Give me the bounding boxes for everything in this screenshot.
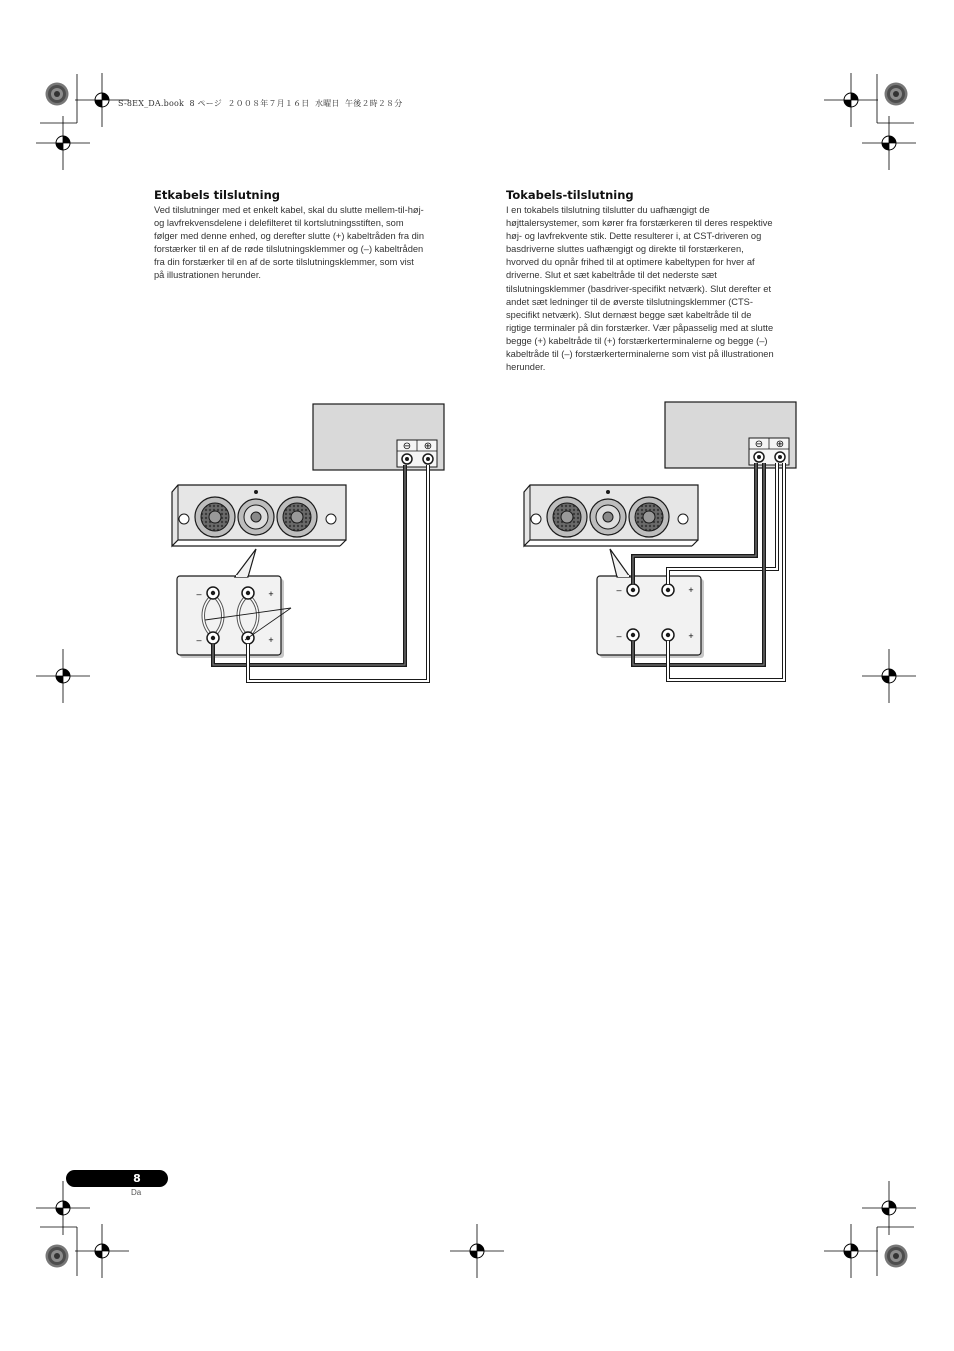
- starburst-mark: [885, 83, 908, 106]
- right-body-line: andet sæt ledninger til de øverste tilslutningsklemmer (CTS-: [506, 296, 753, 307]
- crosshair-mark: [75, 73, 129, 127]
- left-body-line: forstærker til en af de røde tilslutningsklemmer og (–) kabeltråden: [154, 244, 424, 255]
- page-number-badge: [66, 1170, 168, 1187]
- speaker-terminal-panel: [177, 576, 281, 655]
- starburst-mark: [885, 1245, 908, 1268]
- left-body-line: og lavfrekvensdelene i delefilteret til kortslutningsstiften, som: [154, 218, 404, 229]
- crosshair-mark: [862, 116, 916, 170]
- bi-wire-diagram: [524, 402, 796, 680]
- single-wire-diagram: [172, 404, 444, 681]
- right-body-line: kabeltråde til (–) forstærkerterminalerne som vist på illustrationen: [506, 349, 774, 360]
- left-body-line: følger med denne enhed, og derefter slutte (+) kabeltråden fra din: [154, 231, 425, 242]
- right-body-line: begge (+) kabeltråde til (+) forstærkerterminalerne og begge (–): [506, 335, 768, 346]
- terminal-plus-label: +: [688, 585, 694, 595]
- right-body-line: højttalersystemer, som kører fra forstærkeren til deres respektive: [506, 218, 773, 229]
- terminal-minus-label: –: [196, 589, 202, 599]
- file-info-header: S-8EX_DA.book 8 ページ ２００８年７月１６日 水曜日 午後２時２８分: [118, 99, 403, 108]
- right-body-line: tilslutningsklemmer (basdriver-specifikt netværk). Slut derefter et: [506, 283, 772, 294]
- right-body-line: specifikt netværk). Slut dernæst begge sæt kabeltråde til de: [506, 309, 752, 320]
- starburst-mark: [46, 83, 69, 106]
- left-column-title: Etkabels tilslutning: [154, 188, 280, 202]
- right-body-line: I en tokabels tilslutning tilslutter du uafhængigt de: [506, 205, 710, 215]
- page-number: 8: [133, 1172, 141, 1185]
- crosshair-mark: [450, 1224, 504, 1278]
- center-speaker: [172, 485, 346, 546]
- terminal-plus-label: +: [268, 635, 274, 645]
- left-body-line: Ved tilslutninger med et enkelt kabel, skal du slutte mellem-til-høj-: [154, 205, 424, 215]
- left-body-line: på illustrationen herunder.: [154, 270, 261, 281]
- amp-minus-symbol: ⊖: [402, 441, 412, 452]
- right-body-line: hvorved du opnår frihed til at optimere kabeltypen for hver af: [506, 257, 755, 268]
- terminal-minus-label: –: [616, 631, 622, 641]
- amp-plus-symbol: ⊕: [423, 441, 433, 452]
- amp-minus-symbol: ⊖: [754, 439, 764, 450]
- terminal-plus-label: +: [688, 631, 694, 641]
- terminal-minus-label: –: [196, 635, 202, 645]
- left-body-line: fra din forstærker til en af de sorte tilslutningsklemmer, som vist: [154, 257, 414, 268]
- speaker-terminal-panel: [597, 576, 701, 655]
- crosshair-mark: [824, 1224, 878, 1278]
- terminal-minus-label: –: [616, 585, 622, 595]
- page-language: Da: [131, 1188, 142, 1197]
- right-body-line: basdriverne sluttes uafhængigt og direkte til forstærkeren,: [506, 244, 744, 255]
- right-body-line: høj- og lavfrekvente stik. Dette resulterer i, at CST-driveren og: [506, 231, 762, 242]
- crosshair-mark: [862, 649, 916, 703]
- crosshair-mark: [824, 73, 878, 127]
- crosshair-mark: [36, 649, 90, 703]
- right-body-line: herunder.: [506, 362, 546, 373]
- center-speaker: [524, 485, 698, 546]
- right-body-line: driverne. Slut et sæt kabeltråde til det nederste sæt: [506, 270, 717, 281]
- amp-plus-symbol: ⊕: [775, 439, 785, 450]
- crosshair-mark: [36, 116, 90, 170]
- crosshair-mark: [75, 1224, 129, 1278]
- right-body-line: rigtige terminaler på din forstærker. Vær påpasselig med at slutte: [506, 322, 774, 333]
- right-column-title: Tokabels-tilslutning: [506, 188, 634, 202]
- starburst-mark: [46, 1245, 69, 1268]
- terminal-plus-label: +: [268, 589, 274, 599]
